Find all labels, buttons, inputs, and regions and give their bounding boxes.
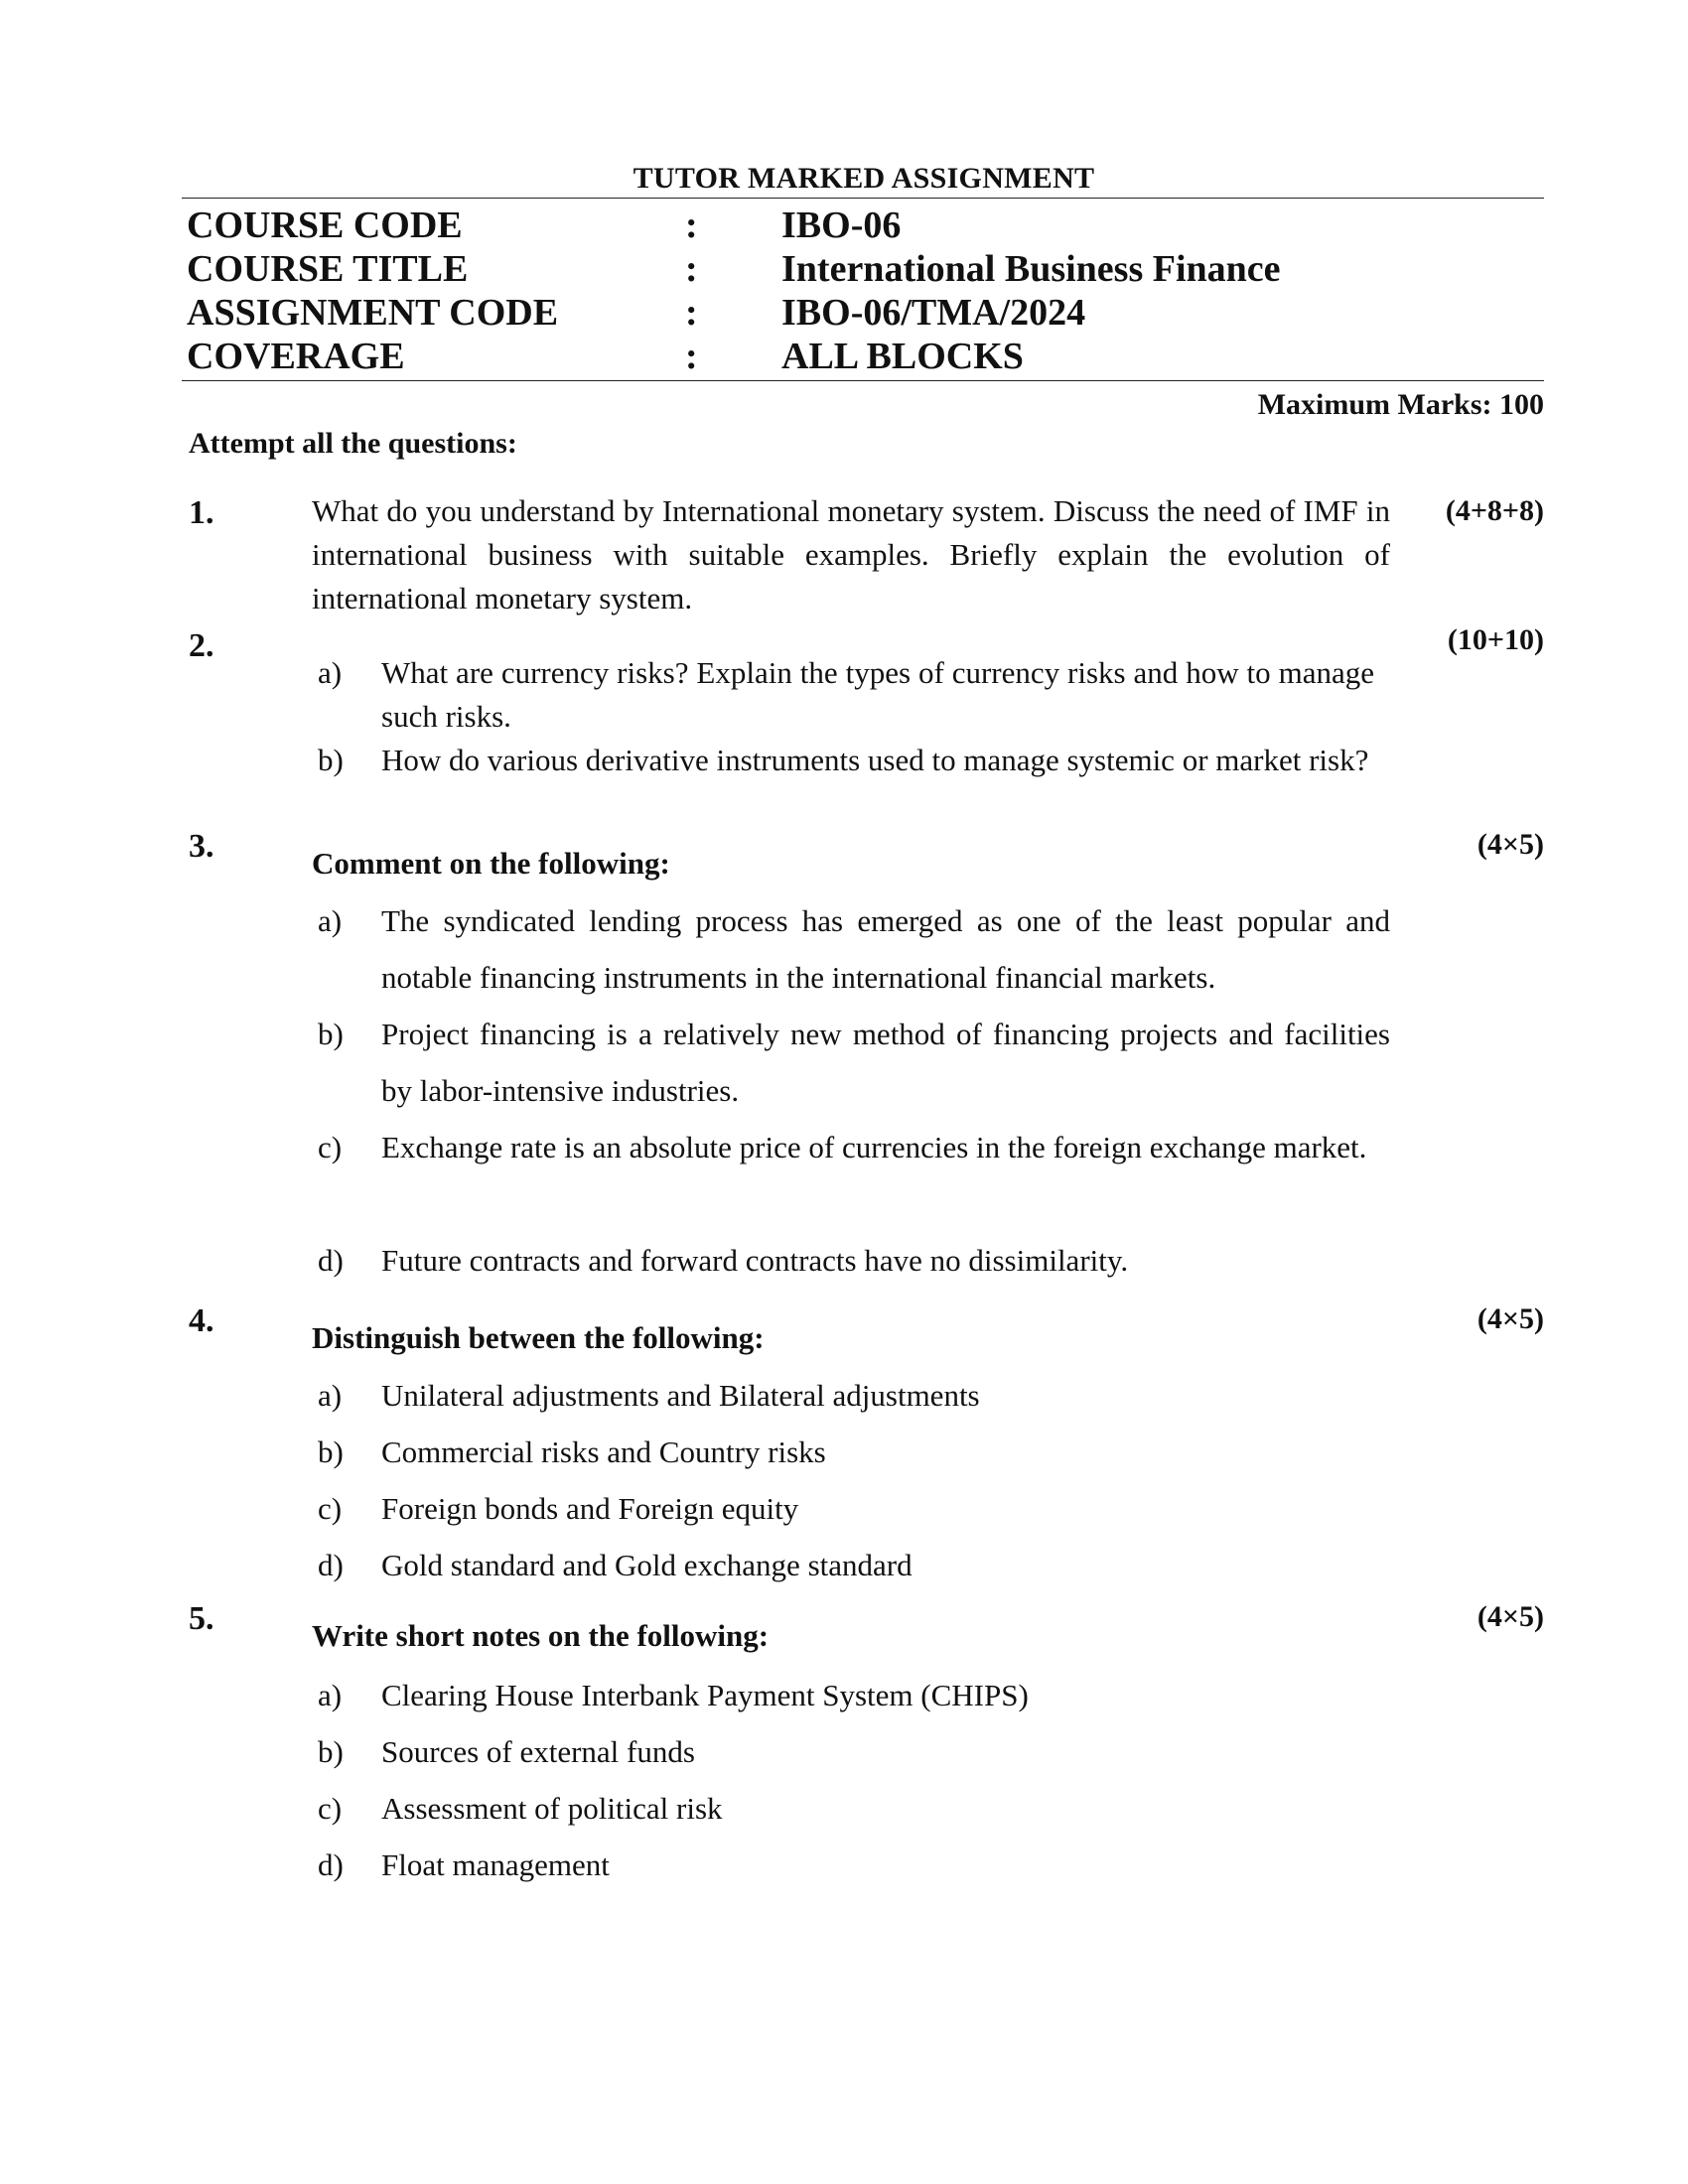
item-text: Commercial risks and Country risks — [381, 1434, 826, 1469]
item-label: c) — [318, 1130, 343, 1164]
header-separator: : — [685, 336, 698, 377]
list-item — [318, 1676, 1390, 1715]
item-label: c) — [318, 1491, 343, 1526]
item-text: Unilateral adjustments and Bilateral adjustments — [381, 1378, 980, 1413]
list-item — [318, 1732, 1390, 1772]
item-text: Clearing House Interbank Payment System (CHIPS) — [381, 1678, 1029, 1712]
list-item — [318, 1119, 1390, 1232]
header-top-rule — [182, 198, 1544, 199]
header-value: IBO-06 — [781, 205, 902, 246]
question-number: 3. — [189, 828, 214, 865]
header-value: IBO-06/TMA/2024 — [781, 292, 1086, 334]
item-text: What are currency risks? Explain the types of currency risks and how to manage such risks. — [381, 655, 1374, 734]
question-number: 4. — [189, 1302, 214, 1339]
maximum-marks: Maximum Marks: 100 — [1257, 388, 1544, 421]
item-label: d) — [318, 1847, 344, 1882]
item-label: b) — [318, 1017, 344, 1051]
item-label: c) — [318, 1791, 343, 1826]
item-label: b) — [318, 1734, 344, 1769]
question-number: 1. — [189, 494, 214, 531]
question-marks: (4×5) — [1477, 828, 1544, 861]
item-text: Sources of external funds — [381, 1734, 695, 1769]
question-heading: Write short notes on the following: — [312, 1618, 770, 1653]
header-key: COVERAGE — [187, 336, 405, 377]
question-marks: (10+10) — [1447, 623, 1544, 656]
header-separator: : — [685, 292, 698, 334]
list-item — [318, 1845, 1390, 1885]
header-value: International Business Finance — [781, 248, 1281, 290]
question-heading: Comment on the following: — [312, 846, 670, 881]
question-heading: Distinguish between the following: — [312, 1320, 765, 1355]
item-label: a) — [318, 655, 343, 690]
question-marks: (4+8+8) — [1445, 494, 1544, 527]
header-value: ALL BLOCKS — [781, 336, 1024, 377]
list-item — [318, 1376, 1390, 1416]
list-item — [318, 1789, 1390, 1829]
list-item — [318, 651, 1390, 739]
list-item — [318, 892, 1390, 1006]
header-key: ASSIGNMENT CODE — [187, 292, 559, 334]
item-text: Exchange rate is an absolute price of currencies in the foreign exchange market. — [381, 1130, 1367, 1164]
header-key: COURSE TITLE — [187, 248, 469, 290]
list-item — [318, 739, 1390, 826]
item-text: Project financing is a relatively new method of financing projects and facilities by labor-intensive industries. — [381, 1017, 1390, 1108]
list-item — [318, 1433, 1390, 1472]
instruction: Attempt all the questions: — [189, 427, 517, 460]
header-bottom-rule — [182, 380, 1544, 381]
item-label: a) — [318, 903, 343, 938]
item-label: d) — [318, 1548, 344, 1582]
list-item — [318, 1006, 1390, 1119]
question-marks: (4×5) — [1477, 1302, 1544, 1335]
question-text: What do you understand by International monetary system. Discuss the need of IMF in international business with suitable examples. Briefly explain the evolution of international monetary system. — [312, 493, 1390, 615]
item-label: b) — [318, 743, 344, 777]
list-item — [318, 1232, 1390, 1289]
list-item — [318, 1489, 1390, 1529]
item-label: a) — [318, 1678, 343, 1712]
item-label: d) — [318, 1243, 344, 1278]
header-separator: : — [685, 248, 698, 290]
question-number: 5. — [189, 1600, 214, 1637]
document-title: TUTOR MARKED ASSIGNMENT — [633, 162, 1095, 195]
question-marks: (4×5) — [1477, 1600, 1544, 1633]
item-text: How do various derivative instruments used to manage systemic or market risk? — [381, 743, 1369, 777]
item-text: Assessment of political risk — [381, 1791, 723, 1826]
item-label: a) — [318, 1378, 343, 1413]
item-label: b) — [318, 1434, 344, 1469]
header-separator: : — [685, 205, 698, 246]
item-text: The syndicated lending process has emerged as one of the least popular and notable financing instruments in the international financial markets. — [381, 903, 1390, 995]
item-text: Float management — [381, 1847, 610, 1882]
question-number: 2. — [189, 627, 214, 664]
header-key: COURSE CODE — [187, 205, 463, 246]
list-item — [318, 1546, 1390, 1585]
item-text: Future contracts and forward contracts have no dissimilarity. — [381, 1243, 1129, 1278]
item-text: Foreign bonds and Foreign equity — [381, 1491, 799, 1526]
item-text: Gold standard and Gold exchange standard — [381, 1548, 913, 1582]
